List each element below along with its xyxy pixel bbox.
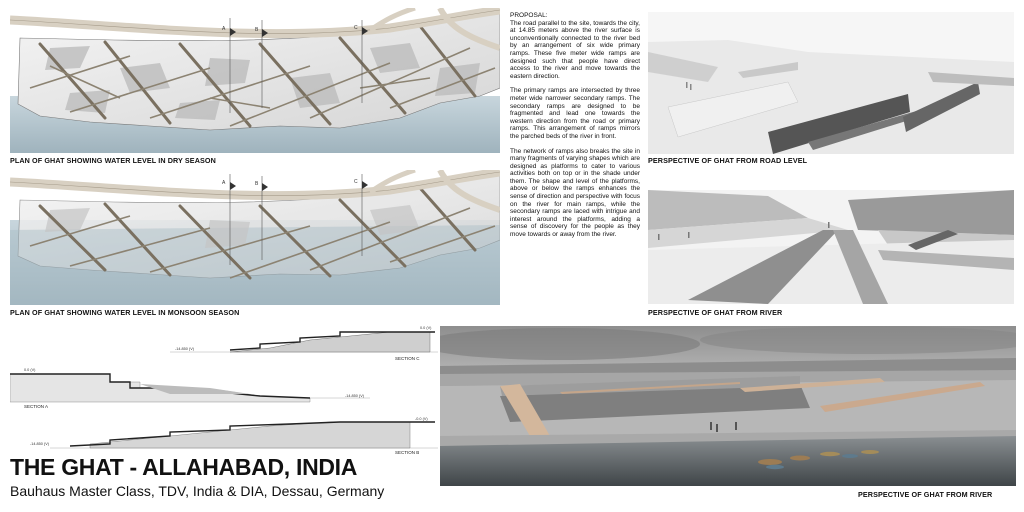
section-b-bottom-level: -14.850 (V) bbox=[30, 442, 49, 446]
proposal-paragraph: The network of ramps also breaks the site in many fragments of varying shapes which are designed as platforms to cater to various activities both on top or in the shade under them. The shape and level of the platforms, above or below the ramps enhances the sense of direction and perspective with focus on the river for main ramps, while the secondary ramps are laced with intrigue and interest around the platforms, adding a sense of discovery for the people as they move towards or away from the river. bbox=[510, 147, 640, 239]
caption-plan-dry: PLAN OF GHAT SHOWING WATER LEVEL IN DRY SEASON bbox=[10, 156, 216, 165]
page-title: THE GHAT - ALLAHABAD, INDIA bbox=[10, 454, 358, 480]
plan-dry-season bbox=[10, 8, 500, 153]
perspective-road-level bbox=[648, 12, 1014, 154]
section-marker-b: B bbox=[255, 181, 259, 187]
section-marker-c: C bbox=[354, 179, 358, 185]
section-b-label: SECTION B bbox=[395, 450, 420, 455]
section-marker-c: C bbox=[354, 25, 358, 31]
section-b-top-level: -0.0 (V) bbox=[415, 417, 428, 421]
section-c-bottom-level: -14.850 (V) bbox=[175, 347, 194, 351]
perspective-river-1 bbox=[648, 190, 1014, 304]
plan-monsoon-season bbox=[10, 170, 500, 305]
section-marker-a: A bbox=[222, 180, 226, 186]
page-subtitle: Bauhaus Master Class, TDV, India & DIA, Dessau, Germany bbox=[10, 483, 385, 499]
section-marker-a: A bbox=[222, 26, 226, 32]
proposal-text bbox=[510, 12, 640, 246]
proposal-heading: PROPOSAL: bbox=[510, 12, 548, 19]
perspective-river-2 bbox=[440, 326, 1016, 486]
proposal-paragraph: The primary ramps are intersected by three meter wide narrower secondary ramps. The secondary ramps are designed to be fragmented and lead one towards the western direction from the road or primary ramps. This arrangement of ramps mirrors the parched beds of the river in front. bbox=[510, 87, 640, 140]
section-marker-b: B bbox=[255, 27, 259, 33]
caption-persp-road: PERSPECTIVE OF GHAT FROM ROAD LEVEL bbox=[648, 156, 808, 165]
section-c-top-level: 0.0 (V) bbox=[420, 326, 432, 330]
section-a-bottom-level: -14.850 (V) bbox=[345, 394, 364, 398]
section-c-label: SECTION C bbox=[395, 356, 420, 361]
section-a-top-level: 0.0 (V) bbox=[24, 368, 36, 372]
section-a-label: SECTION A bbox=[24, 404, 49, 409]
caption-plan-monsoon: PLAN OF GHAT SHOWING WATER LEVEL IN MONSOON SEASON bbox=[10, 308, 240, 317]
caption-persp-river-2: PERSPECTIVE OF GHAT FROM RIVER bbox=[858, 490, 993, 499]
sections-panel bbox=[10, 318, 438, 454]
caption-persp-river-1: PERSPECTIVE OF GHAT FROM RIVER bbox=[648, 308, 783, 317]
proposal-paragraph: The road parallel to the site, towards the city, at 14.85 meters above the river surface is unconventionally connected to the river bed by an arrangement of six wide primary ramps. These five meter wide ramps are designed such that people have direct access to the river and move towards the eastern direction. bbox=[510, 19, 640, 80]
